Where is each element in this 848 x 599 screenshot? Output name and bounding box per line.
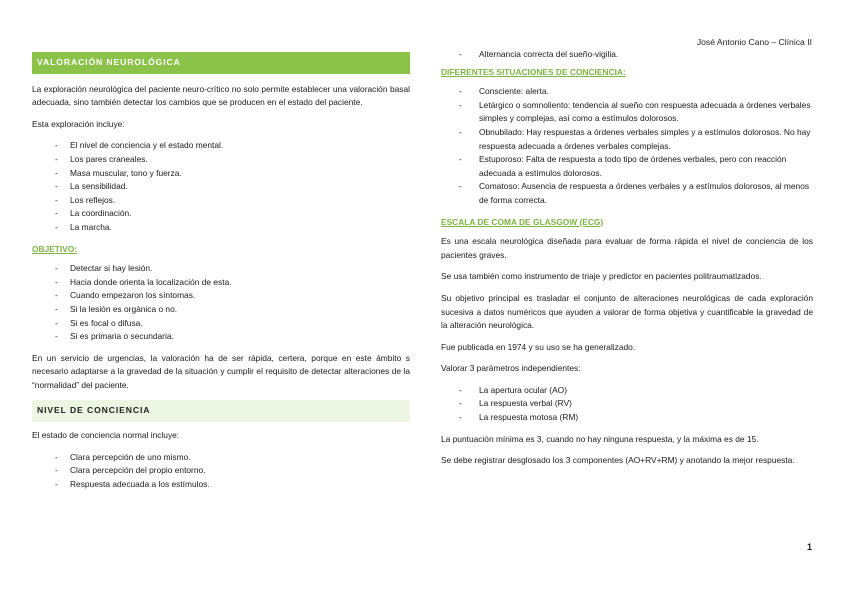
score-paragraph: La puntuación mínima es 3, cuando no hay ninguna respuesta, y la máxima es de 15. bbox=[441, 433, 759, 444]
section-title-valoracion: VALORACIÓN NEUROLÓGICA bbox=[32, 52, 410, 74]
includes-label: Esta exploración incluye: bbox=[32, 118, 125, 129]
list-item: - Detectar si hay lesión. bbox=[32, 262, 410, 276]
list-item: - La apertura ocular (AO) bbox=[441, 384, 813, 398]
list-item: - Cuando empezaron los síntomas. bbox=[32, 289, 410, 303]
continued-list bbox=[441, 48, 813, 62]
list-item: - Comatoso: Ausencia de respuesta a órdenes verbales y a estímulos dolorosos, al menos de forma correcta. bbox=[441, 180, 813, 207]
glasgow-heading: ESCALA DE COMA DE GLASGOW (ECG) bbox=[441, 216, 604, 227]
normal-state-list bbox=[32, 451, 410, 492]
normal-state-label: El estado de conciencia normal incluye: bbox=[32, 430, 180, 441]
glasgow-paragraph-4: Fue publicada en 1974 y su uso se ha generalizado. bbox=[441, 341, 636, 352]
params-list bbox=[441, 384, 813, 425]
list-item: - Estuporoso: Falta de respuesta a todo tipo de órdenes verbales, pero con reacción adecuada a estímulos dolorosos. bbox=[441, 153, 813, 180]
situations-list bbox=[441, 85, 813, 207]
list-item: - Obnubilado: Hay respuestas a órdenes verbales simples y a estímulos dolorosos. No hay respuesta adecuada a órdenes verbales complejas. bbox=[441, 126, 813, 153]
list-item: - Hacia donde orienta la localización de esta. bbox=[32, 276, 410, 290]
situations-heading: DIFERENTES SITUACIONES DE CONCIENCIA: bbox=[441, 66, 626, 77]
list-item: - La marcha. bbox=[32, 221, 410, 235]
list-item: - Si es primaria o secundaria. bbox=[32, 330, 410, 344]
list-item: - Alternancia correcta del sueño-vigilia. bbox=[441, 48, 813, 62]
list-item: - Si es focal o difusa. bbox=[32, 317, 410, 331]
list-item: - La respuesta verbal (RV) bbox=[441, 397, 813, 411]
list-item: - Clara percepción de uno mismo. bbox=[32, 451, 410, 465]
objective-heading: OBJETIVO: bbox=[32, 243, 78, 254]
glasgow-paragraph-2: Se usa también como instrumento de triaje y predictor en pacientes politraumatizados. bbox=[441, 271, 762, 282]
list-item: - La sensibilidad. bbox=[32, 180, 410, 194]
list-item: - Si la lesión es orgánica o no. bbox=[32, 303, 410, 317]
list-item: - El nivel de conciencia y el estado mental. bbox=[32, 139, 410, 153]
right-column bbox=[441, 48, 813, 476]
list-item: - Los pares craneales. bbox=[32, 153, 410, 167]
page-header-author: José Antonio Cano – Clínica II bbox=[696, 37, 812, 47]
intro-paragraph: La exploración neurológica del paciente neuro-crítico no solo permite establecer una valoración basal adecuada, sino también detectar los cambios que se producen en el estado del paciente. bbox=[32, 83, 410, 108]
page-number: 1 bbox=[806, 542, 812, 552]
list-item: - Letárgico o somnoliento: tendencia al sueño con respuesta adecuada a órdenes verbales simples y complejas, así como a estímulos dolorosos. bbox=[441, 99, 813, 126]
list-item: - La respuesta motosa (RM) bbox=[441, 411, 813, 425]
register-paragraph: Se debe registrar desglosado los 3 componentes (AO+RV+RM) y anotando la mejor respuesta. bbox=[441, 455, 795, 466]
list-item: - Consciente: alerta. bbox=[441, 85, 813, 99]
list-item: - Los reflejos. bbox=[32, 194, 410, 208]
left-column bbox=[32, 52, 410, 499]
objective-list bbox=[32, 262, 410, 344]
glasgow-paragraph-3: Su objetivo principal es trasladar el conjunto de alteraciones neurológicas de cada exploración sucesiva a datos numéricos que ayuden a valorar de forma objetiva y cuantificable la gravedad de la alteración neurológica. bbox=[441, 292, 813, 331]
urgency-paragraph: En un servicio de urgencias, la valoración ha de ser rápida, certera, porque en este ámbito s necesario adaptarse a la gravedad de la situación y cumplir el requisito de detectar alteraciones de la “normalidad” del paciente. bbox=[32, 352, 410, 390]
list-item: - Masa muscular, tono y fuerza. bbox=[32, 167, 410, 181]
list-item: - La coordinación. bbox=[32, 207, 410, 221]
params-label: Valorar 3 parámetros independientes: bbox=[441, 363, 581, 374]
glasgow-paragraph-1: Es una escala neurológica diseñada para evaluar de forma rápida el nivel de conciencia de los pacientes graves. bbox=[441, 236, 813, 260]
list-item: - Respuesta adecuada a los estímulos. bbox=[32, 478, 410, 492]
includes-list bbox=[32, 139, 410, 234]
section-title-nivel-conciencia: NIVEL DE CONCIENCIA bbox=[32, 400, 410, 422]
list-item: - Clara percepción del propio entorno. bbox=[32, 464, 410, 478]
